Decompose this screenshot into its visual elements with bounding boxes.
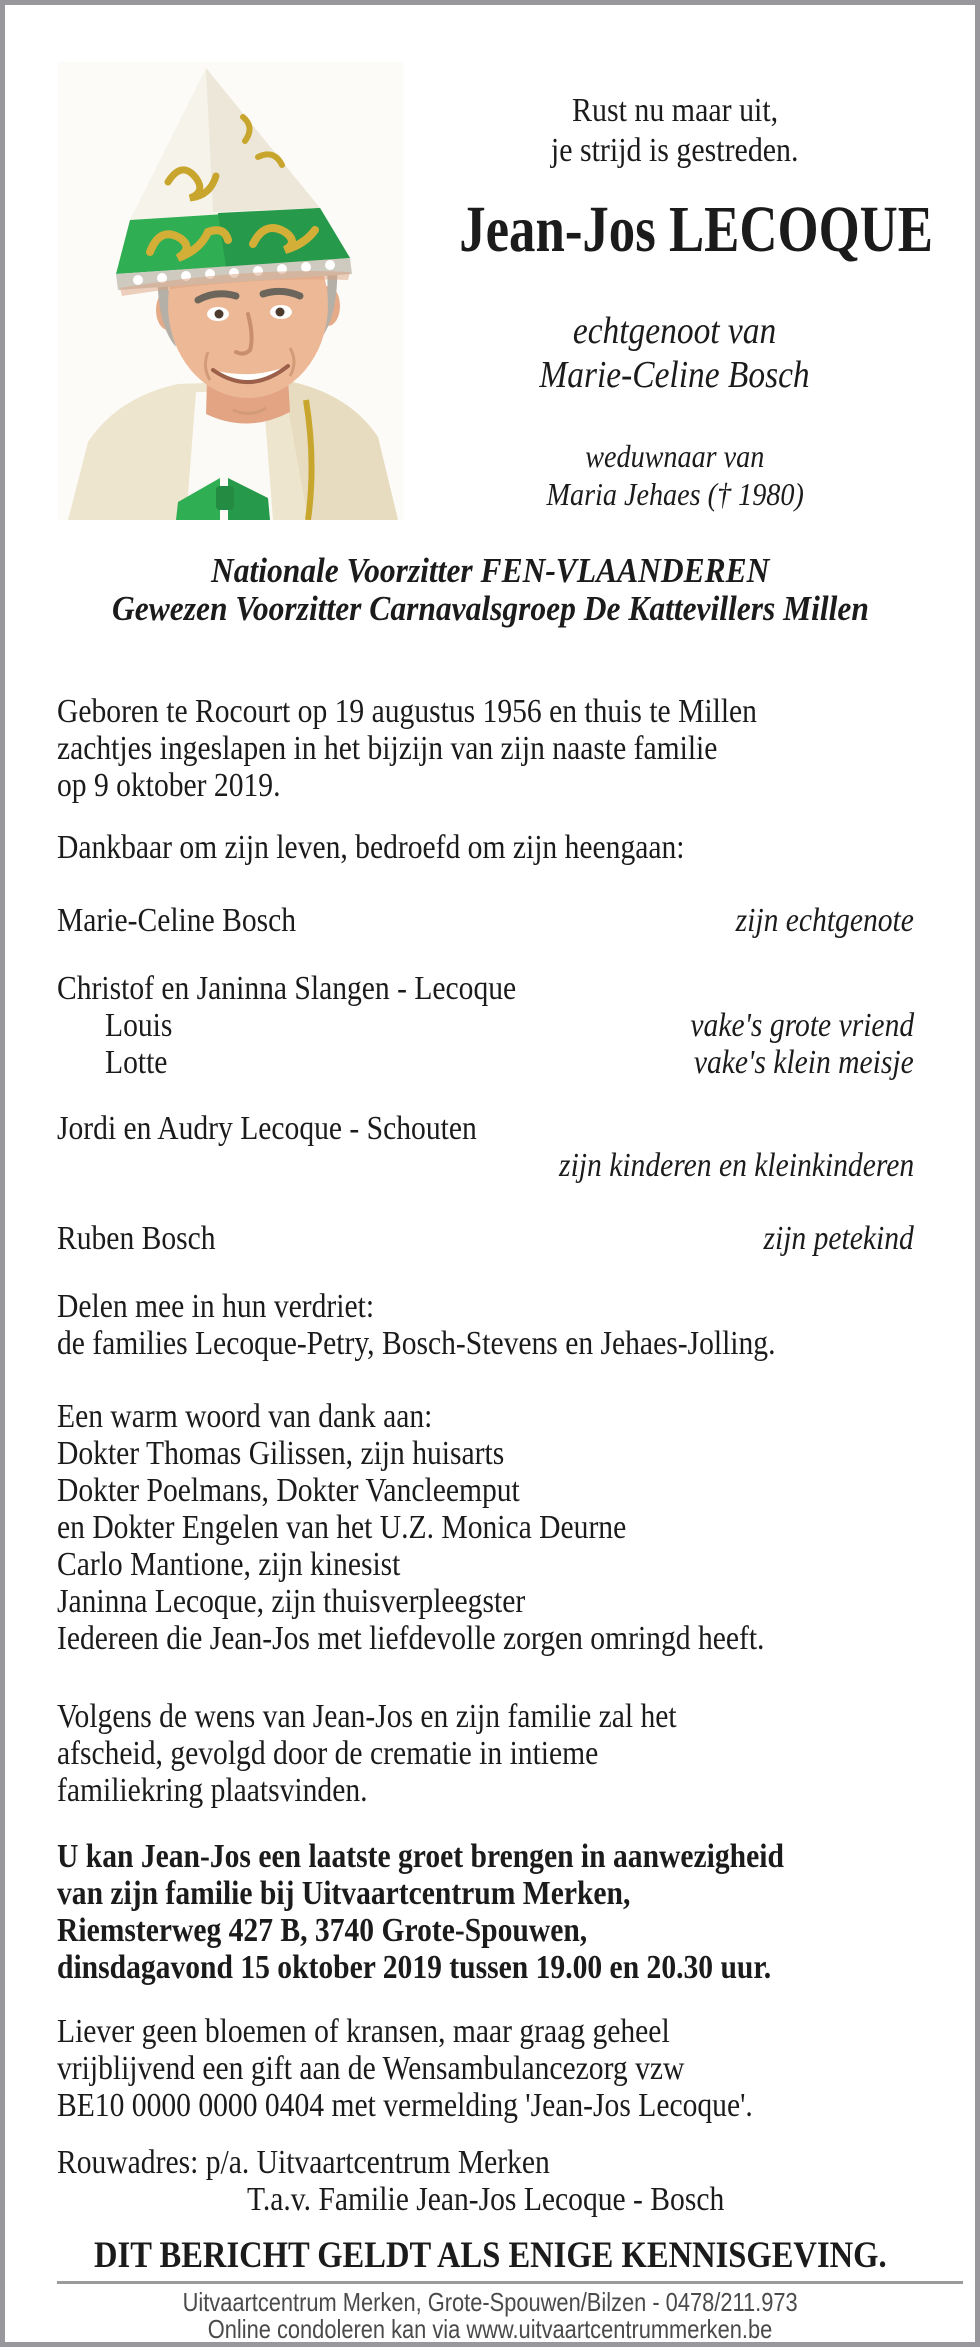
- family-relation: zijn petekind: [763, 1220, 914, 1257]
- honorary-title-1: [5, 552, 975, 590]
- condolences-line: [57, 1325, 914, 1362]
- family-name: Louis: [105, 1007, 173, 1044]
- family-row-grandchild1: [57, 1007, 914, 1044]
- family-name: Christof en Janinna Slangen - Lecoque: [57, 970, 517, 1007]
- visitation-line-text: van zijn familie bij Uitvaartcentrum Merken,: [57, 1875, 631, 1912]
- donation-line: [57, 2013, 914, 2050]
- farewell-line-text: familiekring plaatsvinden.: [57, 1772, 368, 1809]
- bio-line: [57, 767, 914, 804]
- family-row-godchild: [57, 1220, 914, 1257]
- family-name: Lotte: [105, 1044, 168, 1081]
- farewell-line: [57, 1735, 914, 1772]
- mourning-address: [57, 2144, 914, 2218]
- quote-line-2: [400, 131, 950, 171]
- family-row-spouse: [57, 902, 914, 939]
- footer-website-text: Online condoleren kan via www.uitvaartcentrummerken.be: [207, 2314, 773, 2344]
- widower-name: [400, 475, 950, 513]
- visitation-line: [57, 1949, 914, 1986]
- family-relation-line: [57, 1147, 914, 1184]
- visitation-line-text: dinsdagavond 15 oktober 2019 tussen 19.00 en 20.30 uur.: [57, 1949, 772, 1986]
- visitation-line: [57, 1912, 914, 1949]
- farewell-line-text: Volgens de wens van Jean-Jos en zijn familie zal het: [57, 1698, 677, 1735]
- family-group-couple2: [57, 1110, 914, 1184]
- footer-contact-text: Uitvaartcentrum Merken, Grote-Spouwen/Bilzen - 0478/211.973: [182, 2287, 798, 2317]
- mourning-address-line-2-text: T.a.v. Familie Jean-Jos Lecoque - Bosch: [247, 2181, 725, 2218]
- donation-line: [57, 2087, 914, 2124]
- visitation-line-text: U kan Jean-Jos een laatste groet brengen in aanwezigheid: [57, 1838, 784, 1875]
- deceased-name-text: Jean-Jos LECOQUE: [459, 193, 934, 266]
- visitation-details: [57, 1838, 914, 1986]
- bio-line: [57, 730, 914, 767]
- spouse-name-text: Marie-Celine Bosch: [539, 354, 811, 396]
- family-relation: vake's grote vriend: [690, 1007, 914, 1044]
- condolences-line-2-text: de families Lecoque-Petry, Bosch-Stevens en Jehaes-Jolling.: [57, 1325, 776, 1362]
- portrait-photo: [58, 62, 403, 520]
- donation-line: [57, 2050, 914, 2087]
- family-row-grandchild2: [57, 1044, 914, 1081]
- condolences-line-1-text: Delen mee in hun verdriet:: [57, 1288, 375, 1325]
- thanks-line: [57, 1546, 914, 1583]
- donation-line-text: vrijblijvend een gift aan de Wensambulancezorg vzw: [57, 2050, 685, 2087]
- spouse-name: [400, 353, 950, 397]
- biography: [57, 693, 914, 804]
- family-intro-text: Dankbaar om zijn leven, bedroefd om zijn heengaan:: [57, 829, 685, 866]
- thanks-line-text: en Dokter Engelen van het U.Z. Monica Deurne: [57, 1509, 627, 1546]
- spouse-label-text: echtgenoot van: [573, 310, 777, 352]
- honorary-titles: [5, 545, 975, 628]
- thanks-line: [57, 1435, 914, 1472]
- honorary-title-2: [5, 590, 975, 628]
- mourning-address-line-1-text: Rouwadres: p/a. Uitvaartcentrum Merken: [57, 2144, 550, 2181]
- family-name: Ruben Bosch: [57, 1220, 216, 1257]
- widower-label: [400, 437, 950, 475]
- footer-divider: [57, 2281, 963, 2284]
- bio-line-3-text: op 9 oktober 2019.: [57, 767, 281, 804]
- bio-line-2-text: zachtjes ingeslapen in het bijzijn van zijn naaste familie: [57, 730, 718, 767]
- thanks-line-text: Dokter Poelmans, Dokter Vancleemput: [57, 1472, 520, 1509]
- family-relation: vake's klein meisje: [694, 1044, 914, 1081]
- family-intro: [57, 829, 914, 866]
- farewell-line-text: afscheid, gevolgd door de crematie in intieme: [57, 1735, 599, 1772]
- quote-line-1: [400, 91, 950, 131]
- sole-notification-notice: [5, 2235, 975, 2277]
- mourning-address-line: [57, 2144, 914, 2181]
- thanks-line-text: Janinna Lecoque, zijn thuisverpleegster: [57, 1583, 526, 1620]
- family-name: Jordi en Audry Lecoque - Schouten: [57, 1110, 477, 1147]
- quote-line-2-text: je strijd is gestreden.: [551, 132, 799, 169]
- widower-name-text: Maria Jehaes († 1980): [546, 476, 804, 512]
- spouse-label: [400, 309, 950, 353]
- family-group-couple1: [57, 970, 914, 1081]
- visitation-line-text: Riemsterweg 427 B, 3740 Grote-Spouwen,: [57, 1912, 588, 1949]
- content: [5, 693, 975, 2218]
- thanks-line: [57, 1583, 914, 1620]
- family-row: [57, 970, 914, 1007]
- thanks-line-text: Iedereen die Jean-Jos met liefdevolle zorgen omringd heeft.: [57, 1620, 765, 1657]
- condolences: [57, 1288, 914, 1362]
- header-text: [400, 5, 950, 513]
- quote-line-1-text: Rust nu maar uit,: [571, 92, 779, 129]
- donation-line-text: Liever geen bloemen of kransen, maar graag geheel: [57, 2013, 670, 2050]
- thanks-line-text: Een warm woord van dank aan:: [57, 1398, 433, 1435]
- bio-line: [57, 693, 914, 730]
- family-row: [57, 1110, 914, 1147]
- honorary-title-1-text: Nationale Voorzitter FEN-VLAANDEREN: [210, 551, 770, 590]
- bio-line-1-text: Geboren te Rocourt op 19 augustus 1956 en thuis te Millen: [57, 693, 757, 730]
- family-relation: zijn echtgenote: [735, 902, 914, 939]
- farewell-line: [57, 1772, 914, 1809]
- footer-website-line: [5, 2316, 975, 2343]
- sole-notification-notice-text: DIT BERICHT GELDT ALS ENIGE KENNISGEVING.: [93, 2235, 887, 2276]
- deceased-name: [400, 193, 950, 267]
- footer-contact-line: [5, 2289, 975, 2316]
- farewell-line: [57, 1698, 914, 1735]
- thanks-line-text: Carlo Mantione, zijn kinesist: [57, 1546, 401, 1583]
- footer: [5, 2289, 975, 2343]
- thanks-line: [57, 1620, 914, 1657]
- honorary-title-2-text: Gewezen Voorzitter Carnavalsgroep De Kattevillers Millen: [111, 589, 869, 628]
- condolences-line: [57, 1288, 914, 1325]
- widower-label-text: weduwnaar van: [585, 438, 765, 474]
- thanks-line-text: Dokter Thomas Gilissen, zijn huisarts: [57, 1435, 505, 1472]
- farewell-announcement: [57, 1698, 914, 1809]
- family-relation: zijn kinderen en kleinkinderen: [558, 1147, 914, 1184]
- thanks-line: [57, 1398, 914, 1435]
- acknowledgements: [57, 1398, 914, 1657]
- header: [5, 5, 975, 545]
- mourning-address-line: [57, 2181, 914, 2218]
- thanks-line: [57, 1472, 914, 1509]
- visitation-line: [57, 1838, 914, 1875]
- family-name: Marie-Celine Bosch: [57, 902, 297, 939]
- visitation-line: [57, 1875, 914, 1912]
- thanks-line: [57, 1509, 914, 1546]
- donation-request: [57, 2013, 914, 2124]
- donation-line-text: BE10 0000 0000 0404 met vermelding 'Jean-Jos Lecoque'.: [57, 2087, 753, 2124]
